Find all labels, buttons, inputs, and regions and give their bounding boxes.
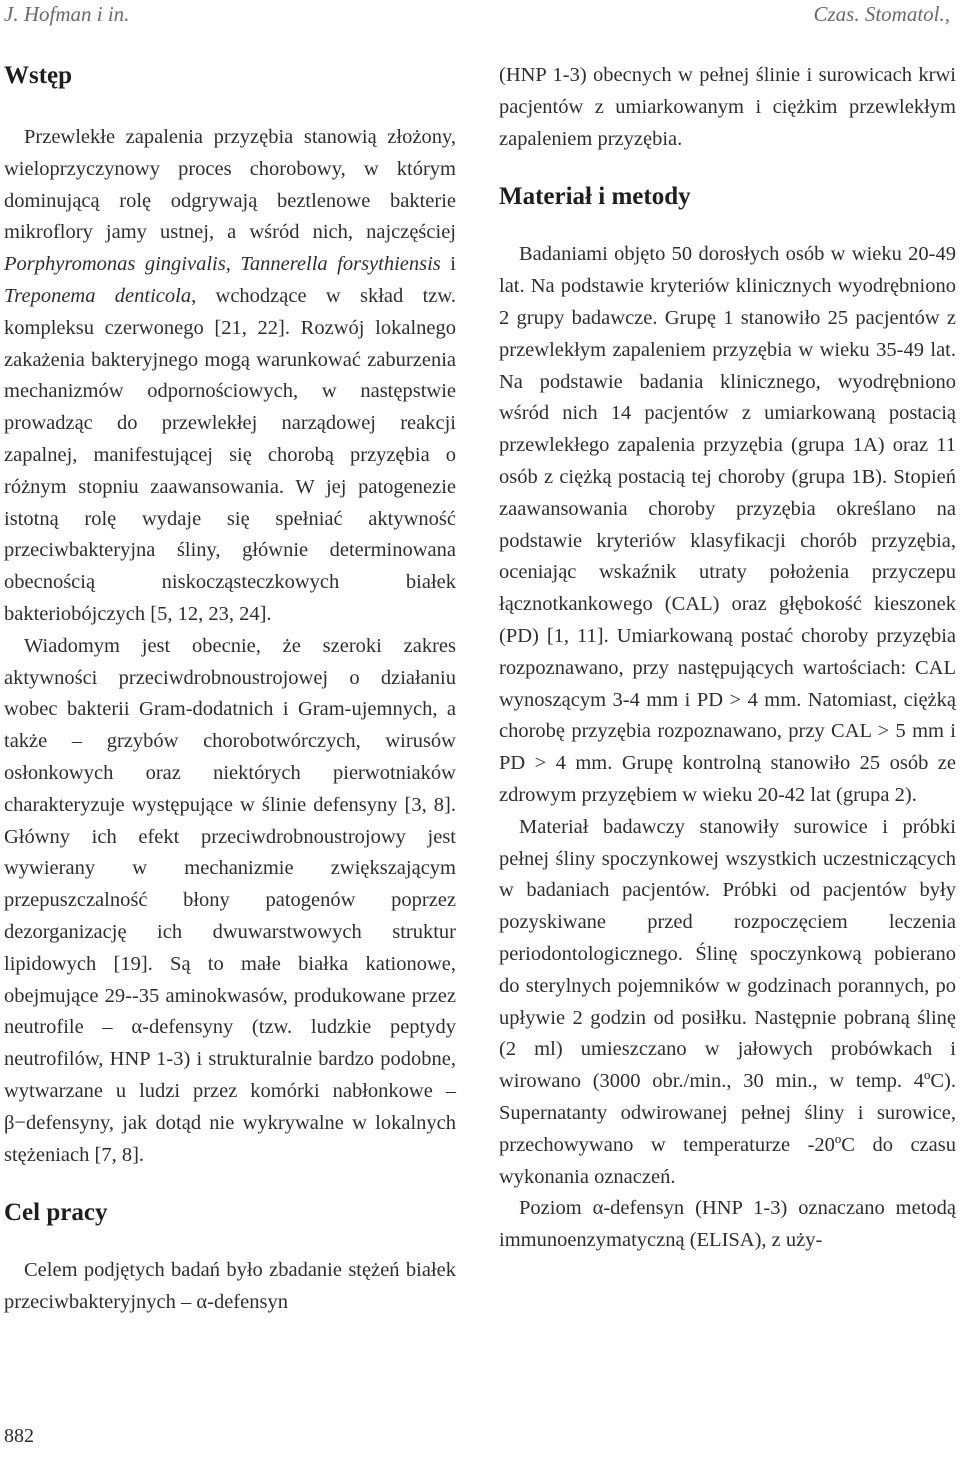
- aim-paragraph: Celem podjętych badań było zbadanie stężeń białek przeciwbakteryjnych – α-defensyn: [4, 1259, 456, 1314]
- running-header-authors: J. Hofman i in.: [4, 2, 130, 26]
- species-name: Treponema denticola: [4, 284, 192, 307]
- section-heading-introduction: Wstęp: [4, 62, 73, 89]
- intro-paragraph-1: Przewlekłe zapalenia przyzębia stanowią złożony, wieloprzyczynowy proces chorobowy, w którym dominującą rolę odgrywają beztlenowe bakterie mikroflory jamy ustnej, a wśród nich, najczęściej Porphyromonas gingivalis, Tannerella forsythiensis i Treponema denticola, wchodzące w skład tzw. kompleksu czerwonego [21, 22]. Rozwój lokalnego zakażenia bakteryjnego mogą warunkować zaburzenia mechanizmów odpornościowych, w następstwie prowadząc do przewlekłej narządowej reakcji zapalnej, manifestującej się chorobą przyzębia o różnym stopniu zaawansowania. W jej patogenezie istotną rolę wydaje się spełniać aktywność przeciwbakteryjna śliny, głównie determinowana obecnością niskocząsteczkowych białek bakteriobójczych [5, 12, 23, 24].: [4, 126, 456, 625]
- methods-paragraph-3: Poziom α-defensyn (HNP 1-3) oznaczano metodą immunoenzymatyczną (ELISA), z uży-: [499, 1197, 956, 1252]
- page-number: 882: [4, 1425, 34, 1447]
- right-column: [499, 60, 956, 1257]
- methods-paragraph-2: Materiał badawczy stanowiły surowice i próbki pełnej śliny spoczynkowej wszystkich uczestniczących w badaniach pacjentów. Próbki od pacjentów były pozyskiwane przed rozpoczęciem leczenia periodontologicznego. Ślinę spoczynkową pobierano do sterylnych pojemników w godzinach porannych, po upływie 2 godzin od posiłku. Następnie pobraną ślinę (2 ml) umieszczano w jałowych probówkach i wirowano (3000 obr./min., 30 min., w temp. 4ºC). Supernatanty odwirowanej pełnej śliny i surowice, przechowywano w temperaturze -20ºC do czasu wykonania oznaczeń.: [499, 815, 956, 1188]
- section-heading-methods: Materiał i metody: [499, 183, 691, 211]
- methods-paragraph-1: Badaniami objęto 50 dorosłych osób w wieku 20-49 lat. Na podstawie kryteriów klinicznych wyodrębniono 2 grupy badawcze. Grupę 1 stanowiło 25 pacjentów z przewlekłym zapaleniem przyzębia w wieku 35-49 lat. Na podstawie badania klinicznego, wyodrębniono wśród nich 14 pacjentów z umiarkowaną postacią przewlekłego zapalenia przyzębia (grupa 1A) oraz 11 osób z ciężką postacią tej choroby (grupa 1B). Stopień zaawansowania choroby przyzębia określano na podstawie kryteriów klasyfikacji chorób przyzębia, oceniając wskaźnik utraty położenia przyczepu łącznotkankowego (CAL) oraz głębokość kieszonek (PD) [1, 11]. Umiarkowaną postać choroby przyzębia rozpoznawano, przy następujących wartościach: CAL wynoszącym 3-4 mm i PD > 4 mm. Natomiast, ciężką chorobę przyzębia rozpoznawano, przy CAL > 5 mm i PD > 4 mm. Grupę kontrolną stanowiło 25 osób ze zdrowym przyzębiem w wieku 20-42 lat (grupa 2).: [499, 243, 956, 806]
- left-column: [4, 60, 456, 1319]
- species-names: Porphyromonas gingivalis, Tannerella forsythiensis: [4, 253, 441, 276]
- aim-paragraph-continued: (HNP 1-3) obecnych w pełnej ślinie i surowicach krwi pacjentów z umiarkowanym i ciężkim przewlekłym zapaleniem przyzębia.: [499, 64, 956, 150]
- running-header-journal: Czas. Stomatol.,: [813, 2, 950, 26]
- intro-paragraph-2: Wiadomym jest obecnie, że szeroki zakres aktywności przeciwdrobnoustrojowej o działaniu wobec bakterii Gram-dodatnich i Gram-ujemnych, a także – grzybów chorobotwórczych, wirusów osłonkowych oraz niektórych pierwotniaków charakteryzuje występujące w ślinie defensyny [3, 8]. Główny ich efekt przeciwdrobnoustrojowy jest wywierany w mechanizmie zwiększającym przepuszczalność błony patogenów poprzez dezorganizację ich dwuwarstwowych struktur lipidowych [19]. Są to małe białka kationowe, obejmujące 29--35 aminokwasów, produkowane przez neutrofile – α-defensyny (tzw. ludzkie peptydy neutrofilów, HNP 1-3) i strukturalnie bardzo podobne, wytwarzane u ludzi przez komórki nabłonkowe – β−defensyny, jak dotąd nie wykrywalne w lokalnych stężeniach [7, 8].: [4, 634, 456, 1166]
- section-heading-aim: Cel pracy: [4, 1199, 108, 1227]
